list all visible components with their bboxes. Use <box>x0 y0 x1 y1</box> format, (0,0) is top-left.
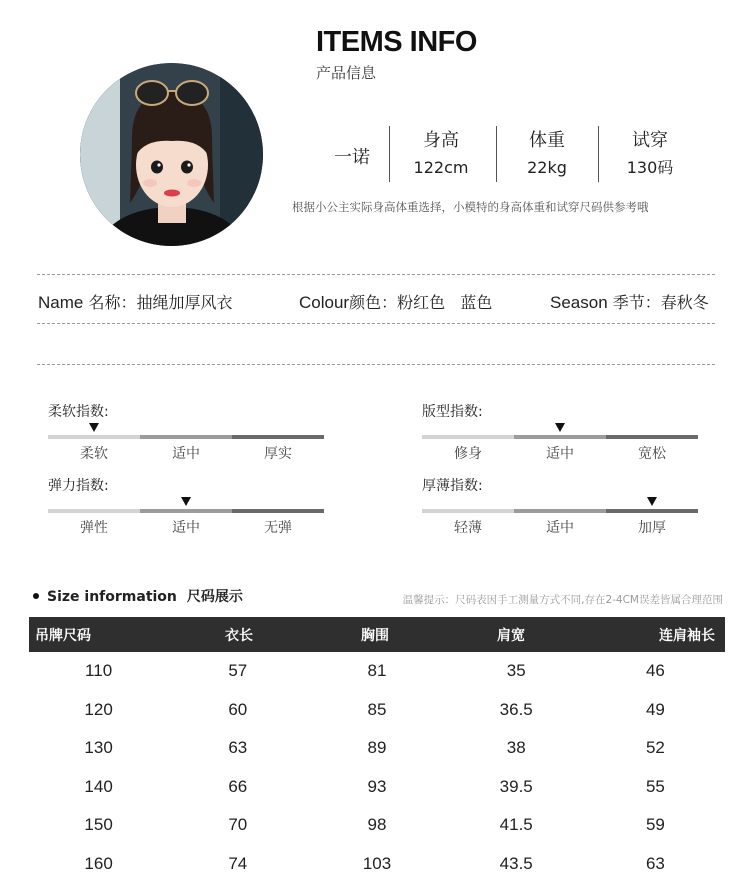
table-row <box>29 691 725 730</box>
product-colour <box>299 290 492 313</box>
elasticity-index-title: 弹力指数: <box>48 478 109 494</box>
product-colour-cn: 颜色： <box>349 293 398 312</box>
fit-index-marker-icon <box>555 423 565 432</box>
table-cell: 150 <box>84 815 113 835</box>
elasticity-index-marker-icon <box>181 497 191 506</box>
table-row <box>29 845 725 884</box>
stat-height-value: 122cm <box>413 158 469 177</box>
product-season <box>550 290 709 313</box>
table-cell: 59 <box>645 815 665 835</box>
softness-index-title: 柔软指数: <box>48 404 109 420</box>
bullet-icon <box>33 593 39 599</box>
size-column-header: 胸围 <box>361 627 389 644</box>
softness-option: 适中 <box>172 446 200 462</box>
product-colour-value: 粉红色 蓝色 <box>397 293 493 312</box>
size-table <box>29 617 725 883</box>
size-heading-en: Size information <box>47 589 177 605</box>
stat-divider <box>389 126 390 182</box>
table-cell: 160 <box>84 853 113 873</box>
size-column-header: 肩宽 <box>497 627 525 644</box>
size-column-header: 衣长 <box>225 627 253 644</box>
table-cell: 63 <box>645 853 665 873</box>
table-cell: 46 <box>645 661 665 681</box>
stat-weight-label: 体重 <box>529 130 565 151</box>
stat-height <box>391 130 491 178</box>
items-info-subtitle: 产品信息 <box>316 64 377 82</box>
table-cell: 130 <box>84 738 113 758</box>
product-season-value: 春秋冬 <box>660 293 709 312</box>
softness-option: 柔软 <box>80 446 108 462</box>
thickness-index <box>422 475 698 537</box>
table-row <box>29 729 725 768</box>
table-cell: 120 <box>84 699 113 719</box>
product-season-en: Season <box>550 293 608 312</box>
table-cell: 85 <box>367 699 387 719</box>
table-cell: 52 <box>645 738 665 758</box>
thickness-index-title: 厚薄指数: <box>422 478 483 494</box>
table-cell: 38 <box>506 738 526 758</box>
table-cell: 60 <box>228 699 248 719</box>
softness-index-bar <box>48 435 324 439</box>
product-name-en: Name <box>38 293 84 312</box>
table-cell: 55 <box>645 776 665 796</box>
table-row <box>29 768 725 807</box>
table-cell: 35 <box>506 661 526 681</box>
fit-index-title: 版型指数: <box>422 404 483 420</box>
stat-weight-value: 22kg <box>527 158 567 177</box>
size-table-header <box>29 617 725 652</box>
stat-weight <box>497 130 597 178</box>
table-cell: 49 <box>645 699 665 719</box>
stat-height-label: 身高 <box>423 130 459 151</box>
dashed-divider <box>37 323 715 324</box>
size-tip: 温馨提示：尺码表因手工测量方式不同,存在2-4CM误差皆属合理范围 <box>402 594 723 606</box>
elasticity-index-bar <box>48 509 324 513</box>
table-row <box>29 806 725 845</box>
table-cell: 63 <box>228 738 248 758</box>
product-name <box>38 290 232 313</box>
fit-option: 宽松 <box>638 446 666 462</box>
size-heading-cn: 尺码展示 <box>186 589 243 605</box>
table-cell: 41.5 <box>499 815 533 835</box>
fit-index-bar <box>422 435 698 439</box>
size-section-heading <box>33 586 243 606</box>
table-cell: 93 <box>367 776 387 796</box>
table-cell: 140 <box>84 776 113 796</box>
size-column-header: 连肩袖长 <box>659 627 715 644</box>
fit-option: 适中 <box>546 446 574 462</box>
softness-index-marker-icon <box>89 423 99 432</box>
table-cell: 89 <box>367 738 387 758</box>
elasticity-option: 弹性 <box>80 520 108 536</box>
stat-divider <box>598 126 599 182</box>
dashed-divider <box>37 364 715 365</box>
table-cell: 39.5 <box>499 776 533 796</box>
table-cell: 98 <box>367 815 387 835</box>
model-photo <box>80 63 263 246</box>
model-reference-note: 根据小公主实际身高体重选择，小模特的身高体重和试穿尺码供参考哦 <box>292 200 649 214</box>
dashed-divider <box>37 274 715 275</box>
stat-trial-size-value: 130码 <box>626 158 674 177</box>
product-season-cn: 季节： <box>607 293 661 312</box>
thickness-index-marker-icon <box>647 497 657 506</box>
table-row <box>29 652 725 691</box>
elasticity-index <box>48 475 324 537</box>
thickness-option: 轻薄 <box>454 520 482 536</box>
table-cell: 57 <box>228 661 248 681</box>
table-cell: 103 <box>362 853 392 873</box>
table-cell: 70 <box>228 815 248 835</box>
product-colour-en: Colour <box>299 293 350 312</box>
table-cell: 74 <box>228 853 248 873</box>
fit-index <box>422 401 698 463</box>
stat-trial-size-label: 试穿 <box>632 130 668 151</box>
thickness-option: 加厚 <box>638 520 666 536</box>
softness-option: 厚实 <box>264 446 292 462</box>
fit-option: 修身 <box>454 446 482 462</box>
model-photo-illustration <box>80 63 263 246</box>
table-cell: 36.5 <box>499 699 533 719</box>
stat-trial-size <box>600 130 700 178</box>
table-cell: 43.5 <box>499 853 533 873</box>
thickness-index-bar <box>422 509 698 513</box>
product-name-value: 抽绳加厚风衣 <box>136 293 233 312</box>
model-name: 一诺 <box>334 147 370 168</box>
table-cell: 81 <box>367 661 387 681</box>
size-column-header: 吊牌尺码 <box>35 627 91 644</box>
items-info-title: ITEMS INFO <box>316 26 477 58</box>
thickness-option: 适中 <box>546 520 574 536</box>
table-cell: 110 <box>85 661 113 681</box>
elasticity-option: 无弹 <box>264 520 292 536</box>
softness-index <box>48 401 324 463</box>
table-cell: 66 <box>228 776 248 796</box>
elasticity-option: 适中 <box>172 520 200 536</box>
product-name-cn: 名称： <box>83 293 137 312</box>
